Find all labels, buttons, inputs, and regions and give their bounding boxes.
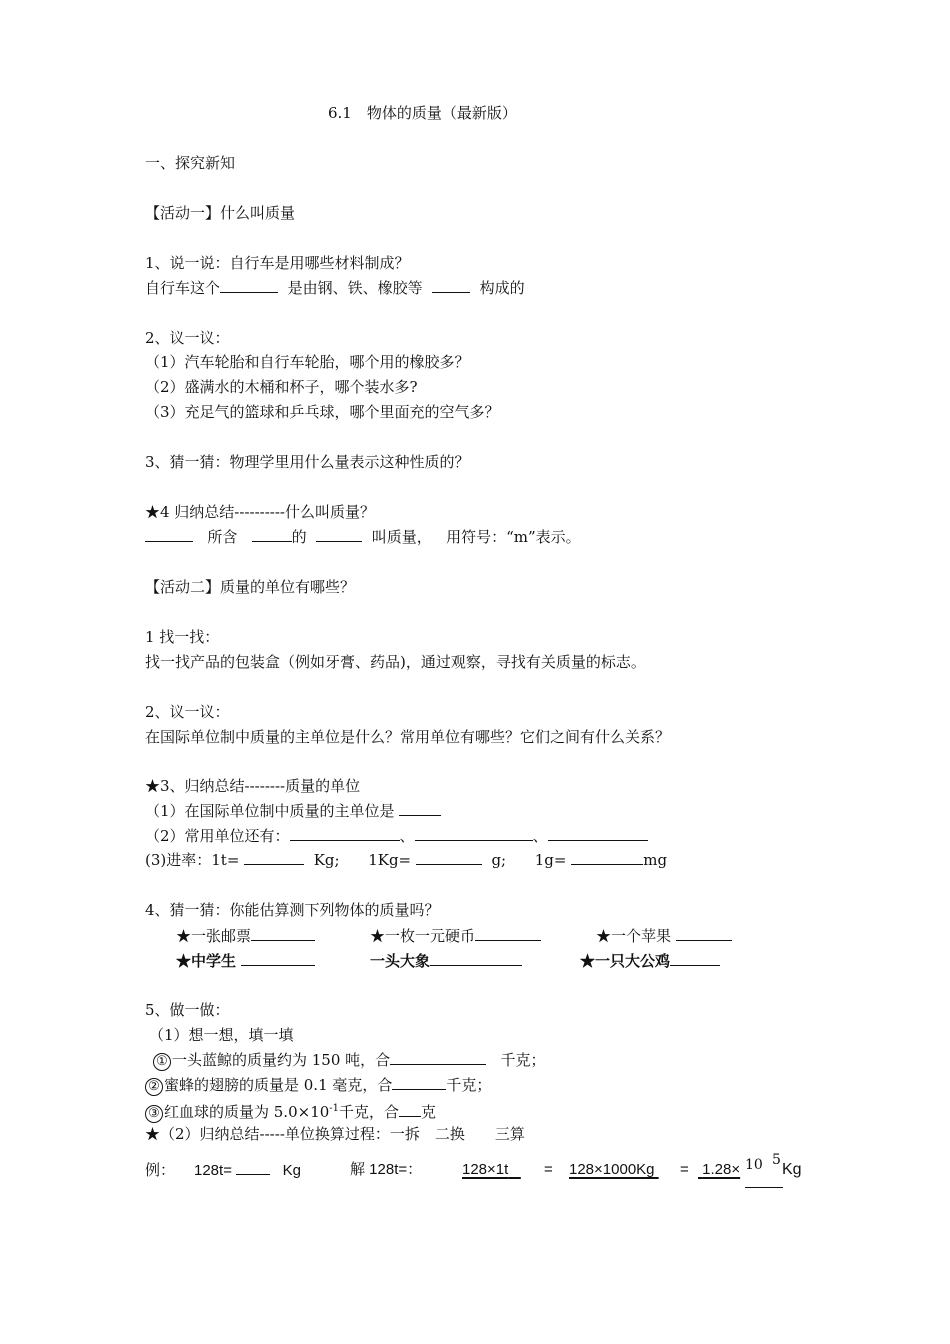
example-step-text: 1.28× bbox=[702, 1161, 741, 1178]
blank[interactable] bbox=[390, 1050, 420, 1065]
a2-q4-label: 4、猜一猜：你能估算测下列物体的质量吗？ bbox=[145, 901, 440, 919]
q1-text-c: 构成的 bbox=[479, 279, 525, 297]
estimate-item bbox=[596, 926, 732, 946]
separator: 、 bbox=[399, 827, 415, 845]
q3-label: 3、猜一猜：物理学里用什么量表示这种性质的？ bbox=[145, 453, 470, 471]
q2-item: （1）汽车轮胎和自行车轮胎，哪个用的橡胶多？ bbox=[145, 353, 470, 371]
example-solution-label: 解 128t=： bbox=[350, 1161, 423, 1178]
page-title: 6.1 物体的质量（最新版） bbox=[328, 104, 517, 122]
conversion-unit: 克 bbox=[421, 1103, 437, 1121]
circled-number: ① bbox=[153, 1053, 171, 1071]
conversion-item bbox=[153, 1050, 546, 1071]
example-question bbox=[194, 1160, 301, 1181]
a2-q2-label: 2、议一议： bbox=[145, 703, 230, 721]
separator: 、 bbox=[532, 827, 548, 845]
blank[interactable] bbox=[430, 951, 522, 966]
a2-q5-sub1: （1）想一想，填一填 bbox=[149, 1026, 294, 1044]
blank[interactable] bbox=[475, 926, 541, 941]
estimate-item bbox=[370, 926, 541, 946]
example-step-text: 128×1000Kg bbox=[569, 1161, 655, 1178]
conversion-text: 一头蓝鲸的质量约为 150 吨，合 bbox=[172, 1051, 391, 1069]
example-step bbox=[569, 1160, 659, 1180]
example-unit: Kg bbox=[282, 1162, 302, 1179]
example-step-text: 128×1t bbox=[462, 1161, 509, 1178]
blank[interactable] bbox=[290, 826, 400, 841]
a2-q3-label: ★3、归纳总结--------质量的单位 bbox=[145, 777, 361, 795]
a2-q5-label: 5、做一做： bbox=[145, 1001, 230, 1019]
conversion-item bbox=[145, 1099, 436, 1123]
rate-text: (3)进率：1t= bbox=[145, 851, 240, 869]
blank[interactable] bbox=[548, 826, 648, 841]
q1-fill-line bbox=[145, 278, 525, 298]
q4-text-c: 叫质量， bbox=[371, 528, 432, 546]
conversion-unit: 千克； bbox=[500, 1051, 546, 1069]
estimate-label: ★一枚一元硬币 bbox=[370, 927, 476, 945]
example-step bbox=[698, 1160, 740, 1180]
common-units-text: （2）常用单位还有： bbox=[145, 827, 290, 845]
unit-question-text: （1）在国际单位制中质量的主单位是 bbox=[145, 802, 395, 820]
q2-item: （3）充足气的篮球和乒乓球，哪个里面充的空气多？ bbox=[145, 403, 500, 421]
equals-sign: = bbox=[680, 1161, 689, 1178]
conversion-text: 红血球的质量为 5.0×10 bbox=[164, 1103, 330, 1121]
section-heading: 一、探究新知 bbox=[145, 154, 236, 172]
estimate-label: ★中学生 bbox=[176, 952, 237, 970]
a2-q2-text: 在国际单位制中质量的主单位是什么？常用单位有哪些？它们之间有什么关系？ bbox=[145, 728, 671, 746]
example-value: 128t= bbox=[194, 1162, 232, 1179]
blank[interactable] bbox=[220, 278, 278, 293]
estimate-label: ★一个苹果 bbox=[596, 927, 672, 945]
blank[interactable] bbox=[392, 1075, 412, 1090]
example-power-base: 10 bbox=[745, 1157, 763, 1173]
activity1-heading: 【活动一】什么叫质量 bbox=[145, 204, 296, 222]
q1-text-a: 自行车这个 bbox=[145, 279, 221, 297]
a2-q1-label: 1 找一找： bbox=[145, 628, 220, 646]
rate-text: 1Kg= bbox=[368, 851, 412, 869]
estimate-item bbox=[370, 951, 522, 971]
blank[interactable] bbox=[145, 527, 193, 542]
example-exponent: 5 bbox=[772, 1152, 781, 1168]
estimate-label: ★一只大公鸡 bbox=[580, 952, 671, 970]
a2-q3-line3 bbox=[145, 850, 667, 870]
estimate-item bbox=[580, 951, 720, 971]
rate-unit: g; bbox=[491, 851, 507, 869]
example-step bbox=[462, 1160, 521, 1180]
q1-label: 1、说一说：自行车是用哪些材料制成？ bbox=[145, 254, 410, 272]
q2-item: （2）盛满水的木桶和杯子，哪个装水多? bbox=[145, 378, 418, 396]
blank[interactable] bbox=[571, 850, 643, 865]
q4-label: ★4 归纳总结----------什么叫质量？ bbox=[145, 503, 375, 521]
conversion-text: 蜜蜂的翅膀的质量是 0.1 毫克，合 bbox=[164, 1076, 393, 1094]
conversion-unit: 千克； bbox=[446, 1076, 492, 1094]
q4-text-a: 所含 bbox=[207, 528, 238, 546]
a2-q5-sub2: ★（2）归纳总结-----单位换算过程：一拆 二换 三算 bbox=[145, 1125, 525, 1143]
rate-text: 1g= bbox=[534, 851, 567, 869]
estimate-label: ★一张邮票 bbox=[176, 927, 252, 945]
circled-number: ② bbox=[145, 1078, 163, 1096]
a2-q3-line2 bbox=[145, 826, 648, 846]
circled-number: ③ bbox=[145, 1105, 163, 1123]
q4-text-b: 的 bbox=[291, 528, 307, 546]
estimate-item bbox=[176, 926, 315, 946]
example-label: 例： bbox=[145, 1161, 176, 1179]
equals-sign: = bbox=[544, 1161, 553, 1178]
blank[interactable] bbox=[412, 1075, 446, 1090]
conversion-item bbox=[145, 1075, 491, 1096]
a2-q1-text: 找一找产品的包装盒（例如牙膏、药品)，通过观察，寻找有关质量的标志。 bbox=[145, 653, 646, 671]
activity2-heading: 【活动二】质量的单位有哪些？ bbox=[145, 578, 356, 596]
blank[interactable] bbox=[244, 850, 304, 865]
example-result-unit: Kg bbox=[782, 1161, 802, 1178]
q4-text-d: 用符号：“m”表示。 bbox=[446, 528, 581, 546]
estimate-label: 一头大象 bbox=[370, 952, 431, 970]
rate-unit: Kg; bbox=[313, 851, 340, 869]
exponent: -1 bbox=[329, 1103, 340, 1114]
blank[interactable] bbox=[670, 951, 720, 966]
rate-unit: mg bbox=[643, 851, 668, 869]
blank[interactable] bbox=[236, 1160, 270, 1175]
blank[interactable] bbox=[399, 1102, 421, 1117]
estimate-item bbox=[176, 951, 315, 971]
blank[interactable] bbox=[420, 1050, 486, 1065]
blank[interactable] bbox=[241, 951, 315, 966]
q4-fill-line bbox=[145, 527, 581, 547]
a2-q3-line1 bbox=[145, 801, 441, 821]
blank[interactable] bbox=[416, 850, 482, 865]
q2-label: 2、议一议： bbox=[145, 329, 230, 347]
blank[interactable] bbox=[415, 826, 533, 841]
blank[interactable] bbox=[399, 801, 441, 816]
conversion-text: 千克，合 bbox=[339, 1103, 400, 1121]
q1-text-b: 是由钢、铁、橡胶等 bbox=[287, 279, 423, 297]
blank[interactable] bbox=[676, 926, 732, 941]
blank[interactable] bbox=[251, 926, 315, 941]
blank[interactable] bbox=[316, 527, 362, 542]
blank[interactable] bbox=[252, 527, 292, 542]
blank[interactable] bbox=[432, 278, 470, 293]
example-underline bbox=[745, 1187, 783, 1188]
